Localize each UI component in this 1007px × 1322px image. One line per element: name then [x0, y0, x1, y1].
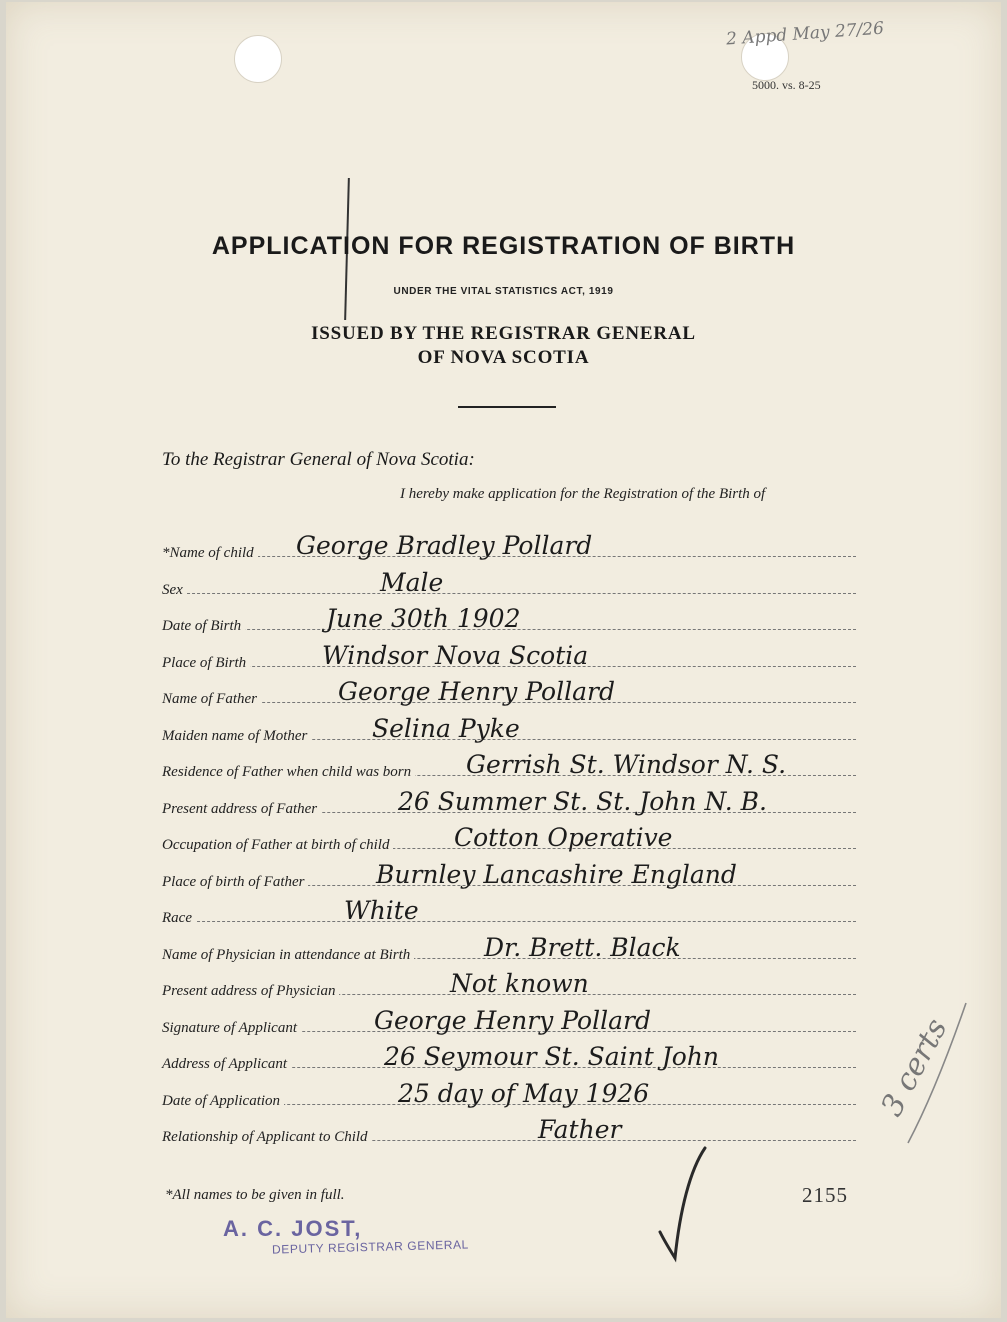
- field-name-of-father: [162, 677, 856, 707]
- field-present-address-of-physician: [162, 969, 856, 999]
- form-number: 5000. vs. 8-25: [752, 78, 821, 92]
- field-value: Dr. Brett. Black: [484, 933, 681, 962]
- pencil-approval-note: 2 Appd May 27/26: [725, 18, 885, 50]
- field-value: George Henry Pollard: [338, 677, 615, 706]
- field-date-of-application: [162, 1079, 856, 1109]
- field-sex: [162, 568, 856, 598]
- field-place-of-birth-of-father: [162, 860, 856, 890]
- field-label: Date of Application: [162, 1093, 284, 1110]
- issuer-line-1: ISSUED BY THE REGISTRAR GENERAL: [311, 323, 696, 344]
- field-occupation-of-father: [162, 823, 856, 853]
- field-name-of-child: [162, 531, 856, 561]
- margin-pencil-stroke-icon: [868, 995, 978, 1145]
- document-title: APPLICATION FOR REGISTRATION OF BIRTH: [211, 232, 796, 260]
- title-divider: [458, 406, 556, 408]
- punch-hole-left: [234, 35, 282, 83]
- field-label: Place of birth of Father: [162, 874, 308, 891]
- field-label: Maiden name of Mother: [162, 728, 311, 745]
- field-present-address-of-father: [162, 787, 856, 817]
- field-label: Occupation of Father at birth of child: [162, 837, 393, 854]
- field-label: Sex: [162, 582, 187, 599]
- field-label: Date of Birth: [162, 618, 245, 635]
- field-label: Race: [162, 910, 196, 927]
- field-label: Name of Physician in attendance at Birth: [162, 947, 414, 964]
- field-value: Father: [538, 1115, 622, 1144]
- field-date-of-birth: [162, 604, 856, 634]
- application-intro: I hereby make application for the Registration of the Birth of: [400, 486, 766, 502]
- stamp-title: DEPUTY REGISTRAR GENERAL: [271, 1237, 470, 1257]
- field-residence-of-father: [162, 750, 856, 780]
- salutation: To the Registrar General of Nova Scotia:: [162, 449, 475, 470]
- document-subtitle: UNDER THE VITAL STATISTICS ACT, 1919: [393, 286, 614, 297]
- field-signature-of-applicant: [162, 1006, 856, 1036]
- field-maiden-name-of-mother: [162, 714, 856, 744]
- field-value: Selina Pyke: [372, 714, 520, 743]
- registration-number: 2155: [802, 1183, 848, 1207]
- field-label: Name of Father: [162, 691, 261, 708]
- field-race: [162, 896, 856, 926]
- field-label: Place of Birth: [162, 655, 250, 672]
- field-value: 25 day of May 1926: [398, 1079, 650, 1108]
- field-value: 26 Summer St. St. John N. B.: [398, 787, 767, 816]
- footnote: *All names to be given in full.: [165, 1187, 345, 1203]
- field-value: George Bradley Pollard: [296, 531, 593, 560]
- stamp-name: A. C. JOST,: [223, 1216, 363, 1241]
- field-address-of-applicant: [162, 1042, 856, 1072]
- field-label: Signature of Applicant: [162, 1020, 301, 1037]
- field-value: June 30th 1902: [326, 604, 521, 633]
- field-relationship-of-applicant: [162, 1115, 856, 1145]
- field-label: Relationship of Applicant to Child: [162, 1129, 372, 1146]
- issuer-heading: [0, 322, 1007, 370]
- field-label: Address of Applicant: [162, 1056, 291, 1073]
- issuer-line-2: OF NOVA SCOTIA: [417, 347, 590, 368]
- field-label: Present address of Father: [162, 801, 321, 818]
- margin-note-certs: 3 certs: [874, 1012, 955, 1123]
- field-value: Windsor Nova Scotia: [322, 641, 589, 670]
- field-value: Not known: [450, 969, 589, 998]
- field-label: *Name of child: [162, 545, 258, 562]
- field-value: George Henry Pollard: [374, 1006, 651, 1035]
- field-value: Gerrish St. Windsor N. S.: [466, 750, 787, 779]
- checkmark-icon: [650, 1140, 720, 1270]
- field-place-of-birth: [162, 641, 856, 671]
- field-value: White: [344, 896, 419, 925]
- field-value: 26 Seymour St. Saint John: [384, 1042, 720, 1071]
- field-value: Burnley Lancashire England: [376, 860, 737, 889]
- field-value: Male: [380, 568, 444, 597]
- field-label: Present address of Physician: [162, 983, 339, 1000]
- field-value: Cotton Operative: [454, 823, 673, 852]
- field-name-of-physician: [162, 933, 856, 963]
- field-label: Residence of Father when child was born: [162, 764, 415, 781]
